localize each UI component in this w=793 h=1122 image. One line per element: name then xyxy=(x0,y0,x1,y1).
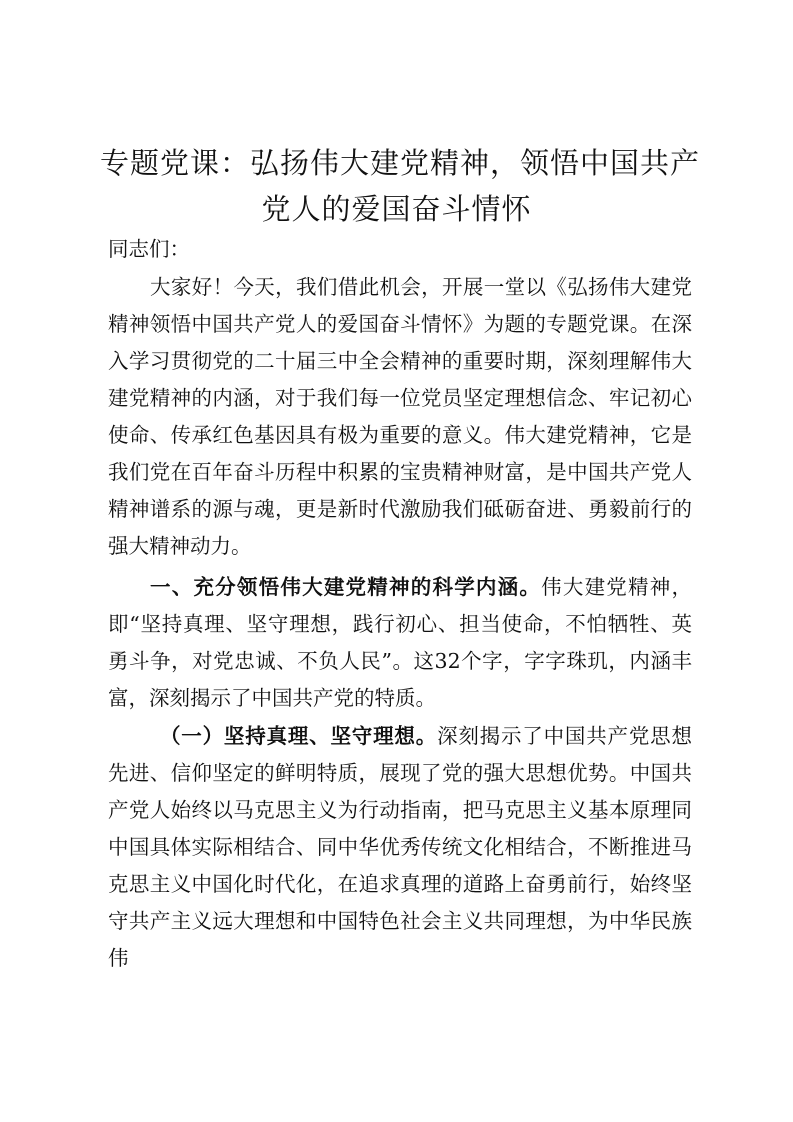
salutation: 同志们： xyxy=(108,237,190,261)
section-1-text: 伟大建党精神，即“坚持真理、坚守理想，践行初心、担当使命，不怕牺牲、英勇斗争，对党忠诚、不负人民”。这32个字，字字珠玑，内涵丰富，深刻揭示了中国共产党的特质。 xyxy=(108,575,692,710)
document-title-line-1: 专题党课：弘扬伟大建党精神，领悟中国共产 xyxy=(100,146,701,180)
paragraph-section-1 xyxy=(108,569,692,717)
subsection-1-text: 深刻揭示了中国共产党思想先进、信仰坚定的鲜明特质，展现了党的强大思想优势。中国共产党人始终以马克思主义为行动指南，把马克思主义基本原理同中国具体实际相结合、同中华优秀传统文化相结合，不断推进马克思主义中国化时代化，在追求真理的道路上奋勇前行，始终坚守共产主义远大理想和中国特色社会主义共同理想，为中华民族伟 xyxy=(108,724,692,970)
paragraph-intro: 大家好！今天，我们借此机会，开展一堂以《弘扬伟大建党精神领悟中国共产党人的爱国奋斗情怀》为题的专题党课。在深入学习贯彻党的二十届三中全会精神的重要时期，深刻理解伟大建党精神的内涵，对于我们每一位党员坚定理想信念、牢记初心使命、传承红色基因具有极为重要的意义。伟大建党精神，它是我们党在百年奋斗历程中积累的宝贵精神财富，是中国共产党人精神谱系的源与魂，更是新时代激励我们砥砺奋进、勇毅前行的强大精神动力。 xyxy=(108,275,692,558)
subsection-1-heading: （一）坚持真理、坚守理想。 xyxy=(160,724,438,748)
paragraph-subsection-1 xyxy=(108,718,692,977)
section-1-heading: 一、充分领悟伟大建党精神的科学内涵。 xyxy=(150,575,542,599)
document-title-line-2: 党人的爱国奋斗情怀 xyxy=(261,192,532,226)
